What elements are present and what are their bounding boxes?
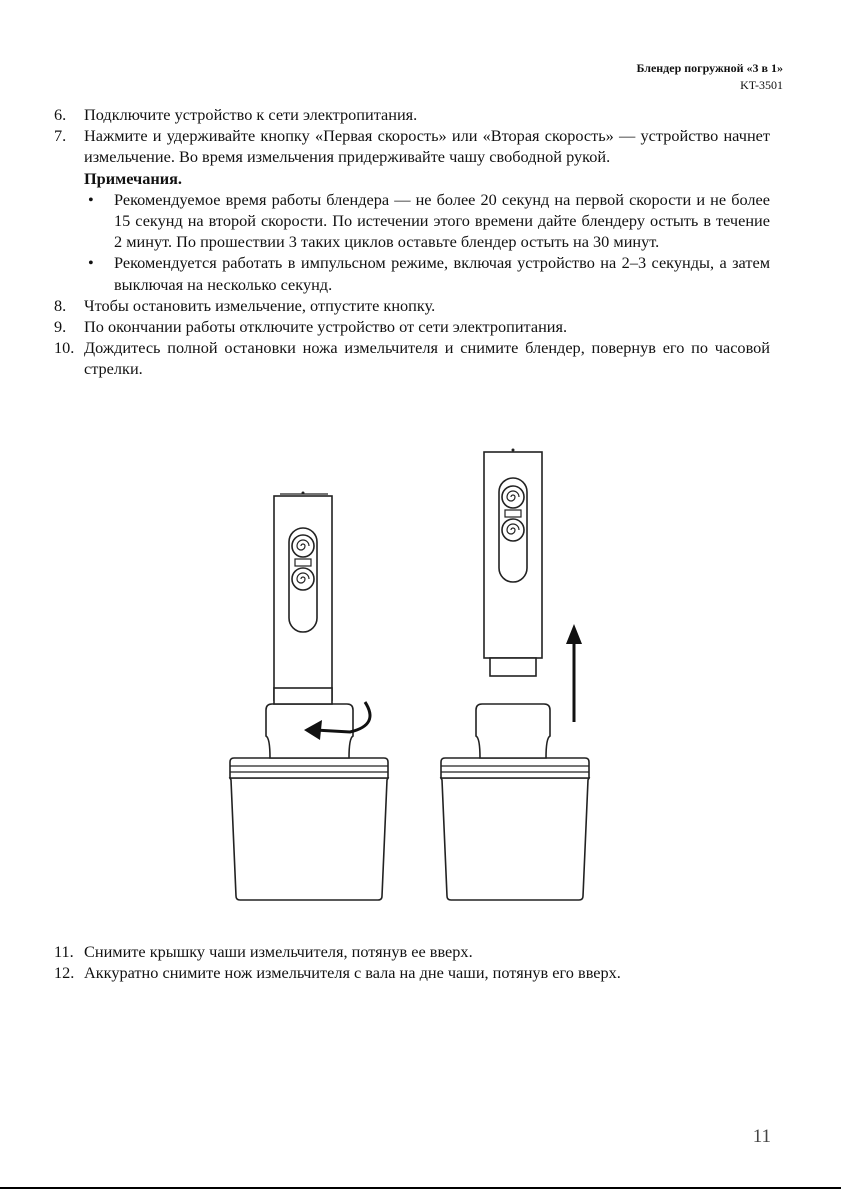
blender-removal-illustration <box>210 440 610 915</box>
left-bowl-rim <box>230 758 388 778</box>
speed-2-button-icon <box>292 568 314 590</box>
speed-2-button-icon <box>502 519 524 541</box>
step-number: 7. <box>54 126 67 146</box>
note-text: Рекомендуемое время работы блендера — не более 20 секунд на первой скорости и не более 15 секунд на второй скорости. По истечении этого времени дайте блендеру остыть в течение 2 минут. По прошествии 3 таких циклов оставьте блендер остыть на 30 минут. <box>114 189 770 252</box>
illustration-svg <box>210 440 610 910</box>
step-8 <box>54 295 770 316</box>
left-figure <box>230 492 388 901</box>
step-number: 12. <box>54 963 75 983</box>
speed-1-button-icon <box>502 486 524 508</box>
step-text: Нажмите и удерживайте кнопку «Первая скорость» или «Вторая скорость» — устройство начнет измельчение. Во время измельчения придерживайте чашу свободной рукой. <box>84 126 770 167</box>
right-chopper-bowl <box>441 778 589 900</box>
step-text: Снимите крышку чаши измельчителя, потянув ее вверх. <box>84 942 473 961</box>
instructions-top <box>54 104 770 380</box>
step-number: 10. <box>54 338 75 358</box>
step-number: 6. <box>54 105 67 124</box>
step-text: По окончании работы отключите устройство от сети электропитания. <box>84 317 568 337</box>
bullet-marker: • <box>88 189 94 209</box>
step-number: 9. <box>54 317 67 337</box>
step-7 <box>54 125 770 167</box>
speed-1-button-icon <box>292 535 314 557</box>
step-10 <box>54 337 770 379</box>
left-chopper-bowl <box>230 778 388 900</box>
right-bowl-lid <box>476 704 550 758</box>
note-item <box>54 189 770 253</box>
step-number: 8. <box>54 295 67 315</box>
right-figure <box>441 449 589 901</box>
step-text: Подключите устройство к сети электропитания. <box>84 105 418 124</box>
bottom-divider <box>0 1187 841 1189</box>
note-item <box>54 252 770 294</box>
right-bowl-rim <box>441 758 589 778</box>
product-title: Блендер погружной «3 в 1» <box>636 61 783 75</box>
step-6 <box>54 104 770 125</box>
right-motor-shaft <box>490 658 536 676</box>
step-12 <box>54 962 770 983</box>
step-9 <box>54 316 770 337</box>
notes-heading: Примечания. <box>84 168 182 188</box>
note-text: Рекомендуется работать в импульсном режиме, включая устройство на 2–3 секунды, а затем выключая на несколько секунд. <box>114 253 770 294</box>
page-number: 11 <box>752 1126 771 1147</box>
step-number: 11. <box>54 942 74 961</box>
up-arrow-icon <box>566 624 582 722</box>
page-header <box>636 60 783 94</box>
step-text: Дождитесь полной остановки ножа измельчителя и снимите блендер, повернув его по часовой стрелки. <box>84 338 770 379</box>
bullet-marker: • <box>88 253 94 273</box>
step-11 <box>54 941 770 962</box>
step-text: Чтобы остановить измельчение, отпустите кнопку. <box>84 295 436 315</box>
instructions-bottom <box>54 941 770 983</box>
model-number: KT-3501 <box>740 78 783 92</box>
step-text: Аккуратно снимите нож измельчителя с вала на дне чаши, потянув его вверх. <box>84 963 621 983</box>
